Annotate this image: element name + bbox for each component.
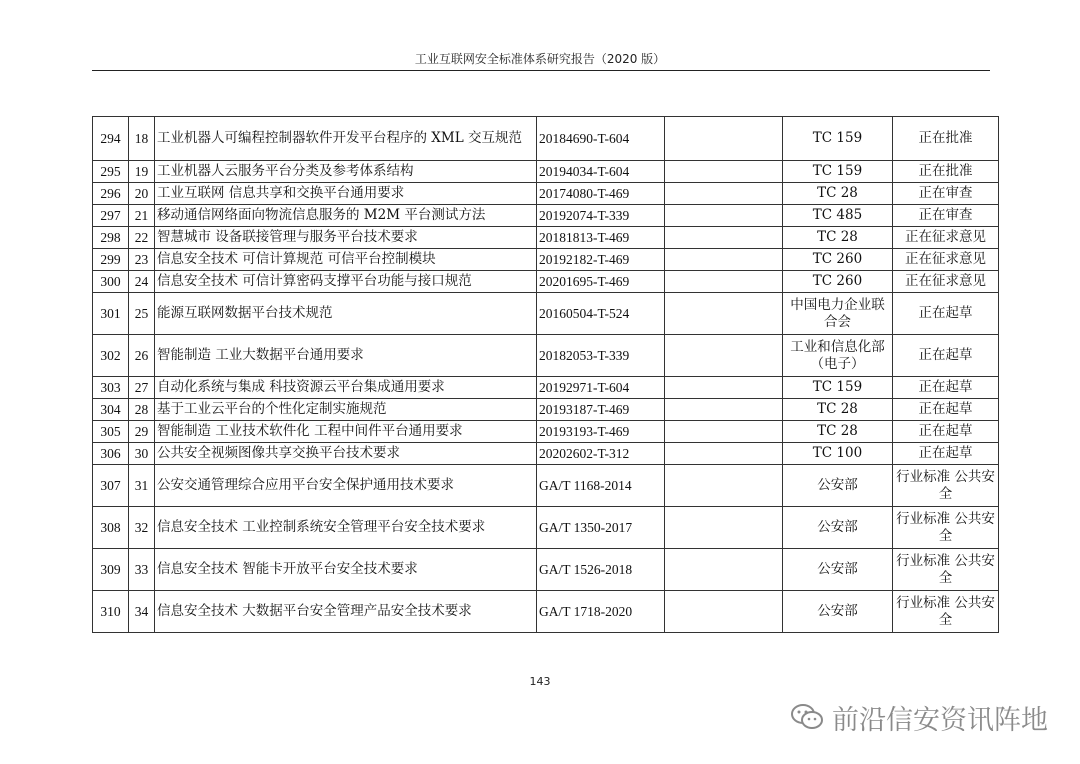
row-sub-number: 27 (129, 377, 155, 399)
plan-code: 20201695-T-469 (537, 271, 665, 293)
table-row (93, 591, 999, 633)
responsible-org: 公安部 (783, 549, 893, 591)
row-number: 304 (93, 399, 129, 421)
row-number: 298 (93, 227, 129, 249)
row-number: 296 (93, 183, 129, 205)
row-sub-number: 24 (129, 271, 155, 293)
watermark-text: 前沿信安资讯阵地 (832, 704, 1048, 736)
row-number: 300 (93, 271, 129, 293)
standard-name: 智能制造 工业技术软件化 工程中间件平台通用要求 (155, 421, 537, 443)
plan-code: GA/T 1350-2017 (537, 507, 665, 549)
row-number: 310 (93, 591, 129, 633)
row-number: 309 (93, 549, 129, 591)
plan-code: 20160504-T-524 (537, 293, 665, 335)
responsible-org: TC 100 (783, 443, 893, 465)
row-number: 297 (93, 205, 129, 227)
status: 正在征求意见 (893, 271, 999, 293)
standard-name: 基于工业云平台的个性化定制实施规范 (155, 399, 537, 421)
row-sub-number: 23 (129, 249, 155, 271)
row-sub-number: 32 (129, 507, 155, 549)
responsible-org: 公安部 (783, 465, 893, 507)
standard-name: 工业机器人可编程控制器软件开发平台程序的 XML 交互规范 (155, 117, 537, 161)
table-row (93, 507, 999, 549)
plan-code: 20182053-T-339 (537, 335, 665, 377)
table-row (93, 443, 999, 465)
standard-name: 智能制造 工业大数据平台通用要求 (155, 335, 537, 377)
status: 正在审查 (893, 205, 999, 227)
row-number: 299 (93, 249, 129, 271)
table-row (93, 161, 999, 183)
status: 正在起草 (893, 399, 999, 421)
standard-name: 自动化系统与集成 科技资源云平台集成通用要求 (155, 377, 537, 399)
blank-cell (665, 183, 783, 205)
status: 行业标准 公共安全 (893, 507, 999, 549)
standard-name: 公共安全视频图像共享交换平台技术要求 (155, 443, 537, 465)
row-number: 295 (93, 161, 129, 183)
row-sub-number: 29 (129, 421, 155, 443)
row-number: 308 (93, 507, 129, 549)
status: 正在起草 (893, 377, 999, 399)
row-number: 301 (93, 293, 129, 335)
plan-code: 20193193-T-469 (537, 421, 665, 443)
blank-cell (665, 377, 783, 399)
plan-code: 20174080-T-469 (537, 183, 665, 205)
standard-name: 信息安全技术 可信计算密码支撑平台功能与接口规范 (155, 271, 537, 293)
status: 正在征求意见 (893, 249, 999, 271)
responsible-org: TC 28 (783, 421, 893, 443)
standard-name: 能源互联网数据平台技术规范 (155, 293, 537, 335)
table-row (93, 117, 999, 161)
table-row (93, 293, 999, 335)
blank-cell (665, 507, 783, 549)
responsible-org: 公安部 (783, 591, 893, 633)
row-number: 307 (93, 465, 129, 507)
wechat-logo-icon (790, 703, 824, 731)
table-row (93, 399, 999, 421)
table-row (93, 335, 999, 377)
status: 正在起草 (893, 293, 999, 335)
status: 行业标准 公共安全 (893, 591, 999, 633)
standard-name: 工业机器人云服务平台分类及参考体系结构 (155, 161, 537, 183)
status: 正在起草 (893, 335, 999, 377)
plan-code: GA/T 1168-2014 (537, 465, 665, 507)
responsible-org: 工业和信息化部（电子） (783, 335, 893, 377)
responsible-org: TC 260 (783, 271, 893, 293)
row-sub-number: 20 (129, 183, 155, 205)
status: 行业标准 公共安全 (893, 465, 999, 507)
responsible-org: TC 260 (783, 249, 893, 271)
plan-code: 20184690-T-604 (537, 117, 665, 161)
table-row (93, 421, 999, 443)
table-row (93, 377, 999, 399)
row-sub-number: 19 (129, 161, 155, 183)
table-row (93, 465, 999, 507)
row-sub-number: 33 (129, 549, 155, 591)
status: 正在起草 (893, 421, 999, 443)
plan-code: GA/T 1526-2018 (537, 549, 665, 591)
blank-cell (665, 227, 783, 249)
blank-cell (665, 117, 783, 161)
watermark (790, 697, 1048, 737)
table-row (93, 205, 999, 227)
plan-code: 20202602-T-312 (537, 443, 665, 465)
responsible-org: TC 485 (783, 205, 893, 227)
standards-table (92, 116, 999, 633)
responsible-org: TC 159 (783, 377, 893, 399)
standard-name: 信息安全技术 智能卡开放平台安全技术要求 (155, 549, 537, 591)
blank-cell (665, 465, 783, 507)
row-sub-number: 26 (129, 335, 155, 377)
responsible-org: TC 159 (783, 117, 893, 161)
responsible-org: 公安部 (783, 507, 893, 549)
blank-cell (665, 249, 783, 271)
responsible-org: 中国电力企业联合会 (783, 293, 893, 335)
standard-name: 工业互联网 信息共享和交换平台通用要求 (155, 183, 537, 205)
row-number: 294 (93, 117, 129, 161)
row-sub-number: 28 (129, 399, 155, 421)
row-sub-number: 18 (129, 117, 155, 161)
table-row (93, 249, 999, 271)
blank-cell (665, 271, 783, 293)
blank-cell (665, 591, 783, 633)
standard-name: 智慧城市 设备联接管理与服务平台技术要求 (155, 227, 537, 249)
standard-name: 信息安全技术 大数据平台安全管理产品安全技术要求 (155, 591, 537, 633)
plan-code: 20192182-T-469 (537, 249, 665, 271)
table-row (93, 227, 999, 249)
blank-cell (665, 161, 783, 183)
plan-code: 20193187-T-469 (537, 399, 665, 421)
table-row (93, 549, 999, 591)
status: 正在审查 (893, 183, 999, 205)
plan-code: 20181813-T-469 (537, 227, 665, 249)
plan-code: 20192971-T-604 (537, 377, 665, 399)
blank-cell (665, 443, 783, 465)
status: 正在批准 (893, 161, 999, 183)
blank-cell (665, 421, 783, 443)
responsible-org: TC 28 (783, 399, 893, 421)
header-divider (92, 70, 990, 71)
page-header-title: 工业互联网安全标准体系研究报告（2020 版） (414, 52, 666, 66)
responsible-org: TC 28 (783, 227, 893, 249)
blank-cell (665, 205, 783, 227)
row-sub-number: 34 (129, 591, 155, 633)
plan-code: GA/T 1718-2020 (537, 591, 665, 633)
standard-name: 信息安全技术 可信计算规范 可信平台控制模块 (155, 249, 537, 271)
blank-cell (665, 335, 783, 377)
row-number: 305 (93, 421, 129, 443)
row-sub-number: 21 (129, 205, 155, 227)
responsible-org: TC 28 (783, 183, 893, 205)
page-number: 143 (529, 675, 551, 688)
row-number: 302 (93, 335, 129, 377)
responsible-org: TC 159 (783, 161, 893, 183)
standard-name: 移动通信网络面向物流信息服务的 M2M 平台测试方法 (155, 205, 537, 227)
status: 正在起草 (893, 443, 999, 465)
status: 行业标准 公共安全 (893, 549, 999, 591)
row-sub-number: 31 (129, 465, 155, 507)
status: 正在批准 (893, 117, 999, 161)
row-sub-number: 25 (129, 293, 155, 335)
row-number: 306 (93, 443, 129, 465)
row-sub-number: 22 (129, 227, 155, 249)
blank-cell (665, 549, 783, 591)
table-row (93, 271, 999, 293)
standard-name: 公安交通管理综合应用平台安全保护通用技术要求 (155, 465, 537, 507)
blank-cell (665, 293, 783, 335)
blank-cell (665, 399, 783, 421)
plan-code: 20192074-T-339 (537, 205, 665, 227)
row-sub-number: 30 (129, 443, 155, 465)
table-row (93, 183, 999, 205)
standard-name: 信息安全技术 工业控制系统安全管理平台安全技术要求 (155, 507, 537, 549)
standards-table-body (93, 117, 999, 633)
status: 正在征求意见 (893, 227, 999, 249)
row-number: 303 (93, 377, 129, 399)
plan-code: 20194034-T-604 (537, 161, 665, 183)
